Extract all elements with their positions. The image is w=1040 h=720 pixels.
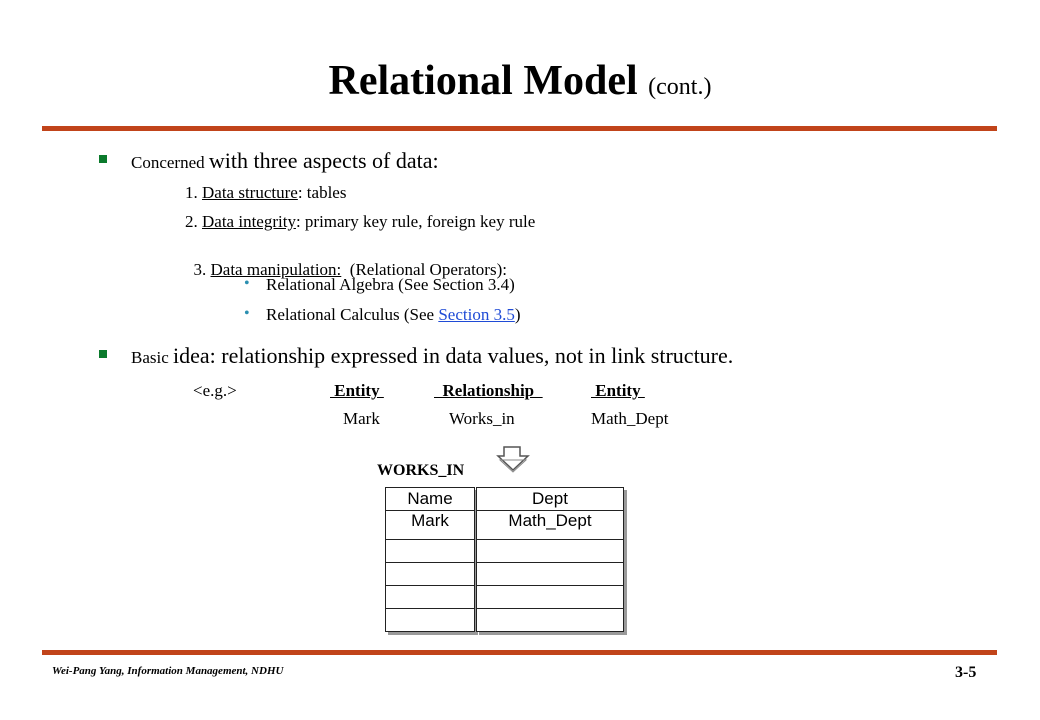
dot-bullet-icon: • xyxy=(244,305,250,322)
square-bullet-icon xyxy=(99,155,107,163)
list-item-3 xyxy=(185,240,507,280)
list-item-2 xyxy=(185,212,535,232)
square-bullet-icon xyxy=(99,350,107,358)
table-name: WORKS_IN xyxy=(377,462,465,479)
item-number: 2. xyxy=(185,212,202,231)
bullet-1-rest: with three aspects of data: xyxy=(208,148,439,173)
example-value-relationship: Works_in xyxy=(449,409,515,428)
table-header-cell: Name xyxy=(386,488,474,511)
item-text: : tables xyxy=(297,183,347,202)
example-header-entity-1: Entity xyxy=(330,381,384,400)
example-header-relationship: Relationship xyxy=(434,381,543,400)
item-label: Data manipulation: xyxy=(210,260,342,279)
table-header-cell: Dept xyxy=(477,488,623,511)
table-cell xyxy=(477,540,623,563)
item-number: 3. xyxy=(193,260,211,279)
page-number: 3-5 xyxy=(955,664,977,681)
top-divider xyxy=(42,126,997,131)
table-cell: Mark xyxy=(386,510,474,540)
list-item-1 xyxy=(185,183,346,203)
bullet-1-lead: Concerned xyxy=(131,153,209,172)
table-column-name xyxy=(385,487,475,632)
sub-item-post: ) xyxy=(514,305,521,324)
item-label: Data integrity xyxy=(202,212,296,231)
bullet-2-lead: Basic xyxy=(131,348,174,367)
example-header-entity-2: Entity xyxy=(591,381,645,400)
table-cell xyxy=(386,563,474,586)
bullet-2-text xyxy=(131,343,733,369)
table-cell xyxy=(477,609,623,631)
table-cell: Math_Dept xyxy=(477,510,623,540)
item-number: 1. xyxy=(185,183,202,202)
table-column-dept xyxy=(476,487,624,632)
bottom-divider xyxy=(42,650,997,655)
dot-bullet-icon: • xyxy=(244,275,250,292)
example-value-entity-1: Mark xyxy=(343,409,380,428)
item-text: (Relational Operators): xyxy=(341,260,507,279)
example-value-entity-2: Math_Dept xyxy=(591,409,669,428)
table-cell xyxy=(386,586,474,609)
table-cell xyxy=(477,563,623,586)
sub-item-pre: Relational Calculus (See xyxy=(266,305,439,324)
bullet-2-rest: idea: relationship expressed in data values, not in link structure. xyxy=(173,343,734,368)
title-sub: (cont.) xyxy=(648,74,712,100)
footer-author: Wei-Pang Yang, Information Management, NDHU xyxy=(52,665,284,677)
table-cell xyxy=(477,586,623,609)
title-main: Relational Model xyxy=(328,58,638,104)
table-cell xyxy=(386,540,474,563)
down-arrow-icon xyxy=(490,444,534,474)
example-tag: <e.g.> xyxy=(193,381,237,400)
sub-item-1: Relational Algebra (See Section 3.4) xyxy=(266,275,515,294)
bullet-1-text xyxy=(131,148,439,174)
sub-item-2 xyxy=(266,305,521,325)
item-text: : primary key rule, foreign key rule xyxy=(295,212,536,231)
slide-title xyxy=(0,58,1040,104)
table-cell xyxy=(386,609,474,631)
section-link[interactable]: Section 3.5 xyxy=(438,305,515,324)
item-label: Data structure xyxy=(202,183,298,202)
